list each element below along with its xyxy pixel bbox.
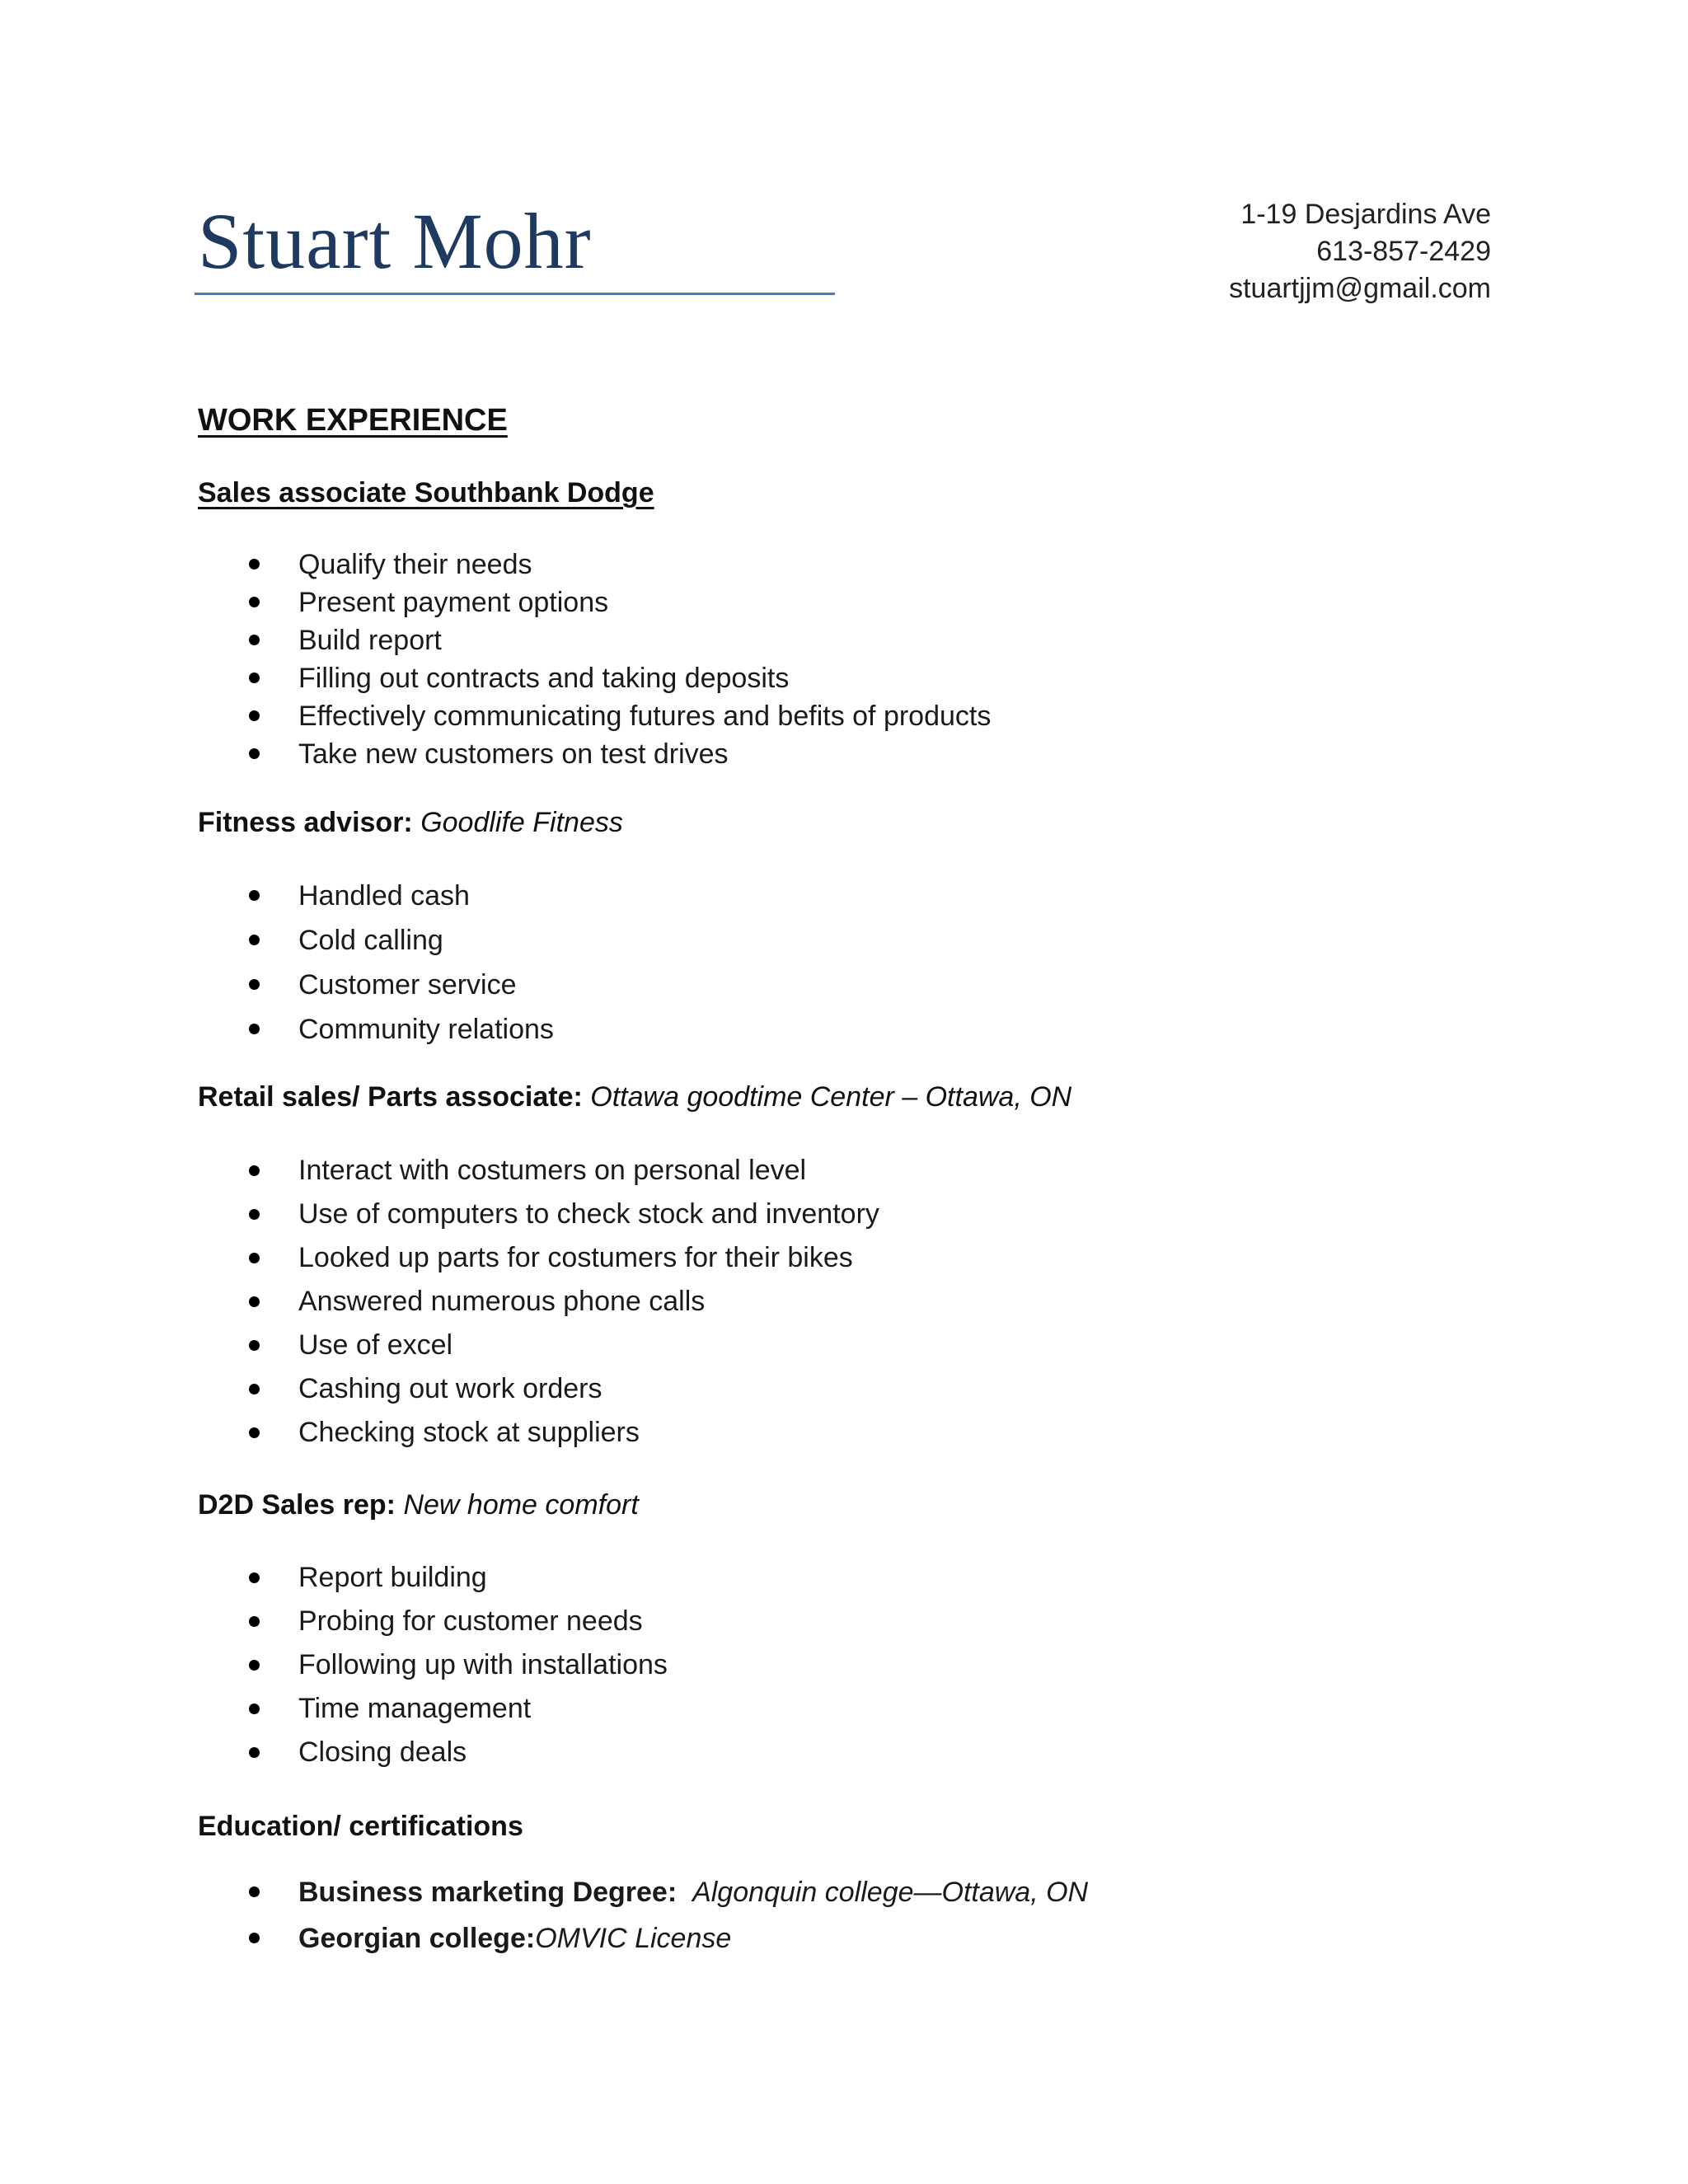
bullet-icon [249, 1024, 260, 1034]
phone-number: 613-857-2429 [1316, 236, 1491, 267]
job-role: Sales associate Southbank Dodge [198, 477, 654, 509]
list-item: Use of computers to check stock and inventory [198, 1193, 1484, 1236]
duty-list [198, 1556, 1484, 1774]
list-item: Use of excel [198, 1324, 1484, 1367]
bullet-icon [249, 1933, 260, 1943]
list-item: Following up with installations [198, 1643, 1484, 1687]
list-item: Answered numerous phone calls [198, 1280, 1484, 1324]
list-item: Interact with costumers on personal level [198, 1149, 1484, 1193]
list-item: Community relations [198, 1007, 1484, 1052]
list-item: Customer service [198, 963, 1484, 1007]
bullet-icon [249, 710, 260, 721]
bullet-icon [249, 1209, 260, 1220]
job-duties-goodlife-fitness [198, 874, 1484, 1052]
address: 1-19 Desjardins Ave [1240, 199, 1491, 230]
list-item: Cold calling [198, 918, 1484, 963]
bullet-icon [249, 1747, 260, 1758]
job-role: Retail sales/ Parts associate: [198, 1081, 583, 1113]
list-item: Handled cash [198, 874, 1484, 918]
list-item: Qualify their needs [198, 546, 1484, 583]
job-duties-ottawa-goodtime-center [198, 1149, 1484, 1455]
bullet-icon [249, 1427, 260, 1438]
bullet-icon [249, 748, 260, 759]
bullet-icon [249, 1253, 260, 1263]
email-address: stuartjjm@gmail.com [1229, 273, 1491, 304]
contact-info [1229, 196, 1491, 307]
list-item: Georgian college:OMVIC License [198, 1915, 1484, 1961]
list-item: Report building [198, 1556, 1484, 1600]
duty-list [198, 874, 1484, 1052]
list-item: Present payment options [198, 583, 1484, 621]
job-company: New home comfort [403, 1489, 639, 1521]
bullet-icon [249, 559, 260, 569]
list-item: Cashing out work orders [198, 1367, 1484, 1411]
list-item: Time management [198, 1687, 1484, 1731]
bullet-icon [249, 1616, 260, 1627]
job-entry-new-home-comfort [198, 1487, 1484, 1523]
candidate-name: Stuart Mohr [198, 197, 592, 285]
duty-list [198, 1149, 1484, 1455]
list-item: Effectively communicating futures and befits of products [198, 697, 1484, 735]
bullet-icon [249, 1572, 260, 1583]
job-heading [198, 475, 1484, 511]
education-section [198, 1808, 1484, 1844]
job-entry-goodlife-fitness [198, 804, 1484, 841]
list-item: Filling out contracts and taking deposits [198, 659, 1484, 697]
list-item: Business marketing Degree: Algonquin college—Ottawa, ON [198, 1869, 1484, 1915]
bullet-icon [249, 635, 260, 645]
list-item: Checking stock at suppliers [198, 1411, 1484, 1455]
list-item: Probing for customer needs [198, 1600, 1484, 1643]
job-role: D2D Sales rep: [198, 1489, 396, 1521]
list-item: Take new customers on test drives [198, 735, 1484, 773]
job-duties-new-home-comfort [198, 1556, 1484, 1774]
bullet-icon [249, 1340, 260, 1351]
bullet-icon [249, 1886, 260, 1897]
job-heading [198, 804, 1484, 841]
job-heading [198, 1079, 1484, 1115]
bullet-icon [249, 890, 260, 901]
bullet-icon [249, 1384, 260, 1394]
job-duties-southbank-dodge [198, 546, 1484, 773]
job-entry-southbank-dodge [198, 475, 1484, 511]
job-company: Goodlife Fitness [420, 807, 623, 838]
duty-list [198, 546, 1484, 773]
job-company: Ottawa goodtime Center – Ottawa, ON [590, 1081, 1072, 1113]
bullet-icon [249, 673, 260, 683]
work-experience-heading: WORK EXPERIENCE [198, 403, 508, 438]
education-heading: Education/ certifications [198, 1811, 523, 1842]
job-heading [198, 1487, 1484, 1523]
bullet-icon [249, 935, 260, 945]
education-list [198, 1869, 1484, 1961]
name-underline-rule [195, 293, 835, 295]
bullet-icon [249, 1704, 260, 1714]
bullet-icon [249, 1296, 260, 1307]
bullet-icon [249, 1165, 260, 1176]
list-item: Looked up parts for costumers for their bikes [198, 1236, 1484, 1280]
list-item: Closing deals [198, 1731, 1484, 1774]
bullet-icon [249, 979, 260, 990]
bullet-icon [249, 597, 260, 607]
list-item: Build report [198, 621, 1484, 659]
job-entry-ottawa-goodtime-center [198, 1079, 1484, 1115]
education-list-block [198, 1869, 1484, 1961]
bullet-icon [249, 1660, 260, 1671]
job-role: Fitness advisor: [198, 807, 413, 838]
